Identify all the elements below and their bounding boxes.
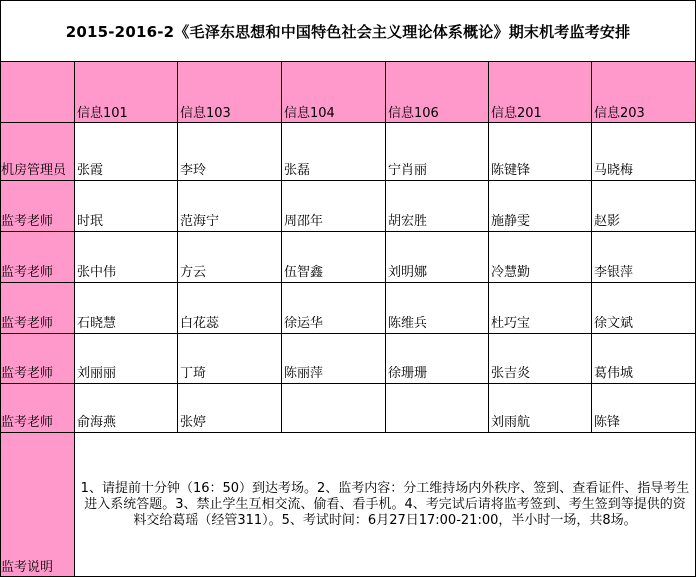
- table-row: [1, 232, 696, 283]
- table-row: [1, 334, 696, 384]
- staff-cell: 陈丽萍: [282, 334, 386, 384]
- notes-row: [1, 433, 696, 577]
- staff-cell: 陈维兵: [386, 283, 489, 334]
- header-corner-cell: [1, 62, 75, 123]
- table-row: [1, 384, 696, 433]
- staff-cell: 范海宁: [178, 181, 282, 232]
- staff-cell: 俞海燕: [75, 384, 178, 433]
- class-header-label: 信息101: [77, 106, 128, 121]
- staff-cell: 徐运华: [282, 283, 386, 334]
- sheet-title: 2015-2016-2《毛泽东思想和中国特色社会主义理论体系概论》期末机考监考安排: [0, 0, 696, 62]
- staff-cell: 李银萍: [592, 232, 696, 283]
- staff-cell: 陈锋: [592, 384, 696, 433]
- staff-cell: 张磊: [282, 123, 386, 181]
- row-label: 监考老师: [1, 334, 75, 384]
- staff-cell: [282, 384, 386, 433]
- staff-cell: 伍智鑫: [282, 232, 386, 283]
- class-header-label: 信息201: [491, 106, 542, 121]
- class-header: [282, 62, 386, 123]
- staff-cell: 徐文斌: [592, 283, 696, 334]
- staff-cell: 李玲: [178, 123, 282, 181]
- staff-cell: 张中伟: [75, 232, 178, 283]
- staff-cell: [386, 384, 489, 433]
- staff-cell: 徐珊珊: [386, 334, 489, 384]
- staff-cell: 丁琦: [178, 334, 282, 384]
- staff-cell: 赵影: [592, 181, 696, 232]
- table-row: [1, 283, 696, 334]
- staff-cell: 白花蕊: [178, 283, 282, 334]
- class-header-label: 信息106: [388, 106, 439, 121]
- schedule-table: [0, 61, 696, 577]
- staff-cell: 刘雨航: [489, 384, 592, 433]
- class-header-label: 信息203: [594, 106, 645, 121]
- staff-cell: 马晓梅: [592, 123, 696, 181]
- staff-cell: 周邵年: [282, 181, 386, 232]
- class-header: [386, 62, 489, 123]
- staff-cell: 张婷: [178, 384, 282, 433]
- row-label: 监考老师: [1, 283, 75, 334]
- notes-text: 1、请提前十分钟（16：50）到达考场。2、监考内容：分工维持场内外秩序、签到、查看证件、指导考生进入系统答题。3、禁止学生互相交流、偷看、看手机。4、考完试后请将监考签到、考生签到等提供的资料交给葛瑶（经管311）。5、考试时间：6月27日17:00-21:00，半小时一场，共8场。: [75, 433, 696, 577]
- staff-cell: 陈键锋: [489, 123, 592, 181]
- staff-cell: 冷慧勤: [489, 232, 592, 283]
- staff-cell: 杜巧宝: [489, 283, 592, 334]
- staff-cell: 胡宏胜: [386, 181, 489, 232]
- table-row: [1, 181, 696, 232]
- staff-cell: 张吉炎: [489, 334, 592, 384]
- row-label: 监考老师: [1, 384, 75, 433]
- class-header-label: 信息103: [180, 106, 231, 121]
- table-row: [1, 123, 696, 181]
- staff-cell: 时珉: [75, 181, 178, 232]
- class-header: [592, 62, 696, 123]
- class-header: [489, 62, 592, 123]
- notes-label: 监考说明: [1, 433, 75, 577]
- row-label: 机房管理员: [1, 123, 75, 181]
- staff-cell: 葛伟城: [592, 334, 696, 384]
- staff-cell: 刘明娜: [386, 232, 489, 283]
- class-header: [75, 62, 178, 123]
- header-row: [1, 62, 696, 123]
- staff-cell: 宁肖丽: [386, 123, 489, 181]
- class-header: [178, 62, 282, 123]
- class-header-label: 信息104: [284, 106, 335, 121]
- staff-cell: 施静雯: [489, 181, 592, 232]
- staff-cell: 石晓慧: [75, 283, 178, 334]
- row-label: 监考老师: [1, 181, 75, 232]
- row-label: 监考老师: [1, 232, 75, 283]
- staff-cell: 刘丽丽: [75, 334, 178, 384]
- staff-cell: 方云: [178, 232, 282, 283]
- staff-cell: 张霞: [75, 123, 178, 181]
